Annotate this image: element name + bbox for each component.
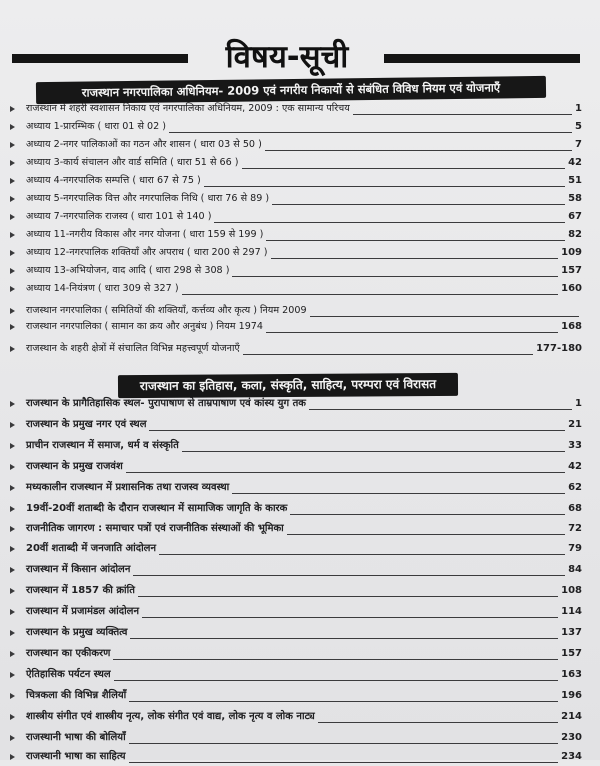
toc-leader-line bbox=[310, 316, 579, 317]
toc-entry-title: मध्यकालीन राजस्थान में प्रशासनिक तथा राजस्व व्यवस्था bbox=[26, 482, 230, 493]
bullet-arrow-icon bbox=[10, 464, 15, 470]
page-title: विषय-सूची bbox=[225, 39, 349, 75]
toc-entry bbox=[10, 582, 582, 600]
bullet-arrow-icon bbox=[10, 324, 15, 330]
toc-entry bbox=[10, 154, 582, 172]
toc-page-number: 157 bbox=[561, 265, 582, 276]
toc-entry-title: अध्याय 13-अभियोजन, वाद आदि ( धारा 298 से 308 ) bbox=[26, 265, 230, 276]
bullet-arrow-icon bbox=[10, 286, 15, 292]
bullet-arrow-icon bbox=[10, 346, 15, 352]
toc-page-number: 214 bbox=[561, 711, 582, 722]
toc-entry-title: राजस्थान के शहरी क्षेत्रों में संचालित विभिन्न महत्त्वपूर्ण योजनाएँ bbox=[26, 343, 240, 354]
toc-entry bbox=[10, 748, 582, 766]
toc-entry-title: अध्याय 3-कार्य संचालन और वार्ड समिति ( धारा 51 से 66 ) bbox=[26, 157, 239, 168]
toc-leader-line bbox=[129, 762, 558, 763]
bullet-arrow-icon bbox=[10, 250, 15, 256]
toc-page-number: 33 bbox=[568, 440, 582, 451]
bullet-arrow-icon bbox=[10, 268, 15, 274]
toc-entry-title: अध्याय 2-नगर पालिकाओं का गठन और शासन ( धारा 03 से 50 ) bbox=[26, 139, 262, 150]
toc-leader-line bbox=[149, 430, 565, 431]
toc-entry-title: अध्याय 14-नियंत्रण ( धारा 309 से 327 ) bbox=[26, 283, 179, 294]
toc-page-number: 157 bbox=[561, 648, 582, 659]
toc-leader-line bbox=[214, 222, 565, 223]
toc-leader-line bbox=[129, 743, 558, 744]
toc-leader-line bbox=[129, 701, 558, 702]
toc-entry-title: राजस्थान में प्रजामंडल आंदोलन bbox=[26, 606, 140, 617]
toc-entry bbox=[10, 100, 582, 118]
toc-page-number: 72 bbox=[568, 523, 582, 534]
toc-page-number: 137 bbox=[561, 627, 582, 638]
toc-leader-line bbox=[169, 132, 572, 133]
toc-entry bbox=[10, 458, 582, 476]
toc-page-number: 21 bbox=[568, 419, 582, 430]
toc-leader-line bbox=[271, 258, 558, 259]
bullet-arrow-icon bbox=[10, 443, 15, 449]
title-rule-right bbox=[384, 54, 580, 63]
bullet-arrow-icon bbox=[10, 308, 15, 314]
toc-entry bbox=[10, 624, 582, 642]
bullet-arrow-icon bbox=[10, 526, 15, 532]
bullet-arrow-icon bbox=[10, 142, 15, 148]
bullet-arrow-icon bbox=[10, 567, 15, 573]
toc-page-number: 177-180 bbox=[536, 343, 582, 354]
toc-entry bbox=[10, 729, 582, 747]
toc-leader-line bbox=[232, 276, 558, 277]
toc-entry bbox=[10, 645, 582, 663]
toc-page-number: 84 bbox=[568, 564, 582, 575]
toc-entry-title: अध्याय 12-नगरपालिक शक्तियाँ और अपराध ( धारा 200 से 297 ) bbox=[26, 247, 268, 258]
toc-entry bbox=[10, 687, 582, 705]
bullet-arrow-icon bbox=[10, 651, 15, 657]
toc-page-number: 108 bbox=[561, 585, 582, 596]
toc-page-number: 5 bbox=[575, 121, 582, 132]
toc-entry-title: प्राचीन राजस्थान में समाज, धर्म व संस्कृति bbox=[26, 440, 179, 451]
toc-leader-line bbox=[232, 493, 565, 494]
toc-leader-line bbox=[309, 409, 572, 410]
toc-leader-line bbox=[113, 659, 558, 660]
toc-entry bbox=[10, 190, 582, 208]
toc-entry-title: राजस्थान का एकीकरण bbox=[26, 648, 111, 659]
bullet-arrow-icon bbox=[10, 124, 15, 130]
toc-entry bbox=[10, 708, 582, 726]
bullet-arrow-icon bbox=[10, 422, 15, 428]
toc-entry-title: राजस्थान में 1857 की क्रांति bbox=[26, 585, 135, 596]
toc-entry-title: राजस्थानी भाषा की बोलियाँ bbox=[26, 732, 126, 743]
page-title-block bbox=[0, 22, 600, 82]
section-heading-history: राजस्थान का इतिहास, कला, संस्कृति, साहित्य, परम्परा एवं विरासत bbox=[118, 373, 458, 398]
toc-leader-line bbox=[133, 575, 565, 576]
toc-entry bbox=[10, 280, 582, 298]
bullet-arrow-icon bbox=[10, 672, 15, 678]
toc-page-number: 109 bbox=[561, 247, 582, 258]
toc-entry bbox=[10, 561, 582, 579]
toc-leader-line bbox=[290, 514, 565, 515]
toc-page-number: 67 bbox=[568, 211, 582, 222]
bullet-arrow-icon bbox=[10, 714, 15, 720]
toc-leader-line bbox=[265, 150, 572, 151]
toc-page-number: 42 bbox=[568, 157, 582, 168]
toc-leader-line bbox=[114, 680, 558, 681]
toc-entry bbox=[10, 136, 582, 154]
toc-entry-title: 19वीं-20वीं शताब्दी के दौरान राजस्थान में सामाजिक जागृति के कारक bbox=[26, 503, 288, 514]
toc-leader-line bbox=[287, 534, 565, 535]
section-heading-municipal: राजस्थान नगरपालिका अधिनियम- 2009 एवं नगरीय निकायों से संबंधित विविध नियम एवं योजनाएँ bbox=[36, 76, 546, 104]
toc-leader-line bbox=[130, 638, 558, 639]
toc-page-number: 42 bbox=[568, 461, 582, 472]
bullet-arrow-icon bbox=[10, 546, 15, 552]
toc-leader-line bbox=[182, 451, 565, 452]
toc-entry bbox=[10, 479, 582, 497]
toc-entry bbox=[10, 226, 582, 244]
toc-entry bbox=[10, 666, 582, 684]
toc-leader-line bbox=[159, 554, 565, 555]
bullet-arrow-icon bbox=[10, 609, 15, 615]
bullet-arrow-icon bbox=[10, 232, 15, 238]
toc-leader-line bbox=[142, 617, 558, 618]
toc-entry-title: अध्याय 5-नगरपालिक वित्त और नगरपालिक निधि ( धारा 76 से 89 ) bbox=[26, 193, 270, 204]
toc-entry bbox=[10, 340, 582, 358]
toc-entry-title: अध्याय 11-नगरीय विकास और नगर योजना ( धारा 159 से 199 ) bbox=[26, 229, 264, 240]
toc-page-number: 62 bbox=[568, 482, 582, 493]
bullet-arrow-icon bbox=[10, 588, 15, 594]
toc-page-number: 168 bbox=[561, 321, 582, 332]
toc-entry-title: अध्याय 7-नगरपालिक राजस्व ( धारा 101 से 140 ) bbox=[26, 211, 212, 222]
title-rule-left bbox=[12, 54, 188, 63]
toc-page-number: 1 bbox=[575, 398, 582, 409]
toc-page-number: 230 bbox=[561, 732, 582, 743]
toc-entry-title: राजनीतिक जागरण : समाचार पत्रों एवं राजनीतिक संस्थाओं की भूमिका bbox=[26, 523, 284, 534]
toc-entry bbox=[10, 540, 582, 558]
toc-leader-line bbox=[182, 294, 558, 295]
toc-entry-title: राजस्थान नगरपालिका ( समितियों की शक्तियाँ, कर्त्तव्य और कृत्य ) नियम 2009 bbox=[26, 305, 307, 316]
bullet-arrow-icon bbox=[10, 506, 15, 512]
toc-entry-title: अध्याय 4-नगरपालिक सम्पत्ति ( धारा 67 से 75 ) bbox=[26, 175, 201, 186]
toc-entry-title: राजस्थान के प्रमुख नगर एवं स्थल bbox=[26, 419, 147, 430]
toc-leader-line bbox=[353, 114, 572, 115]
toc-page-number: 51 bbox=[568, 175, 582, 186]
toc-leader-line bbox=[204, 186, 565, 187]
toc-leader-line bbox=[138, 596, 558, 597]
bullet-arrow-icon bbox=[10, 214, 15, 220]
toc-entry-title: 20वीं शताब्दी में जनजाति आंदोलन bbox=[26, 543, 157, 554]
toc-page-number: 58 bbox=[568, 193, 582, 204]
toc-entry bbox=[10, 318, 582, 336]
toc-page-number: 234 bbox=[561, 751, 582, 762]
toc-entry bbox=[10, 172, 582, 190]
toc-page-number: 79 bbox=[568, 543, 582, 554]
toc-entry-title: अध्याय 1-प्रारम्भिक ( धारा 01 से 02 ) bbox=[26, 121, 166, 132]
toc-page-number: 68 bbox=[568, 503, 582, 514]
toc-entry-title: राजस्थान के प्रमुख व्यक्तित्व bbox=[26, 627, 128, 638]
toc-entry bbox=[10, 208, 582, 226]
toc-entry-title: राजस्थान के प्रागैतिहासिक स्थल- पुरापाषाण से ताम्रपाषाण एवं कांस्य युग तक bbox=[26, 398, 306, 409]
toc-entry-title: राजस्थानी भाषा का साहित्य bbox=[26, 751, 126, 762]
toc-leader-line bbox=[318, 722, 558, 723]
toc-entry-title: राजस्थान नगरपालिका ( सामान का क्रय और अनुबंध ) नियम 1974 bbox=[26, 321, 264, 332]
toc-leader-line bbox=[266, 332, 558, 333]
toc-page-number: 114 bbox=[561, 606, 582, 617]
bullet-arrow-icon bbox=[10, 401, 15, 407]
toc-page-number: 1 bbox=[575, 103, 582, 114]
toc-leader-line bbox=[126, 472, 565, 473]
bullet-arrow-icon bbox=[10, 630, 15, 636]
toc-entry-title: शास्त्रीय संगीत एवं शास्त्रीय नृत्य, लोक संगीत एवं वाद्य, लोक नृत्य व लोक नाट्य bbox=[26, 711, 315, 722]
bullet-arrow-icon bbox=[10, 754, 15, 760]
toc-entry bbox=[10, 500, 582, 518]
toc-leader-line bbox=[272, 204, 565, 205]
bullet-arrow-icon bbox=[10, 735, 15, 741]
toc-page-number: 196 bbox=[561, 690, 582, 701]
bullet-arrow-icon bbox=[10, 106, 15, 112]
toc-entry-title: राजस्थान में किसान आंदोलन bbox=[26, 564, 131, 575]
toc-page-number: 160 bbox=[561, 283, 582, 294]
toc-leader-line bbox=[266, 240, 565, 241]
toc-entry-title: चित्रकला की विभिन्न शैलियाँ bbox=[26, 690, 127, 701]
toc-entry bbox=[10, 520, 582, 538]
toc-entry-title: ऐतिहासिक पर्यटन स्थल bbox=[26, 669, 111, 680]
bullet-arrow-icon bbox=[10, 693, 15, 699]
toc-entry bbox=[10, 118, 582, 136]
toc-page-number: 163 bbox=[561, 669, 582, 680]
toc-leader-line bbox=[243, 354, 533, 355]
toc-entry bbox=[10, 603, 582, 621]
bullet-arrow-icon bbox=[10, 178, 15, 184]
toc-entry bbox=[10, 244, 582, 262]
toc-entry bbox=[10, 262, 582, 280]
bullet-arrow-icon bbox=[10, 160, 15, 166]
toc-entry bbox=[10, 437, 582, 455]
toc-entry-title: राजस्थान के प्रमुख राजवंश bbox=[26, 461, 123, 472]
toc-page-number: 82 bbox=[568, 229, 582, 240]
bullet-arrow-icon bbox=[10, 485, 15, 491]
toc-entry bbox=[10, 416, 582, 434]
toc-leader-line bbox=[242, 168, 565, 169]
bullet-arrow-icon bbox=[10, 196, 15, 202]
toc-page-number: 7 bbox=[575, 139, 582, 150]
toc-entry-title: राजस्थान में शहरी स्वशासन निकाय एवं नगरपालिका अधिनियम, 2009 : एक सामान्य परिचय bbox=[26, 103, 350, 114]
toc-entry bbox=[10, 395, 582, 413]
